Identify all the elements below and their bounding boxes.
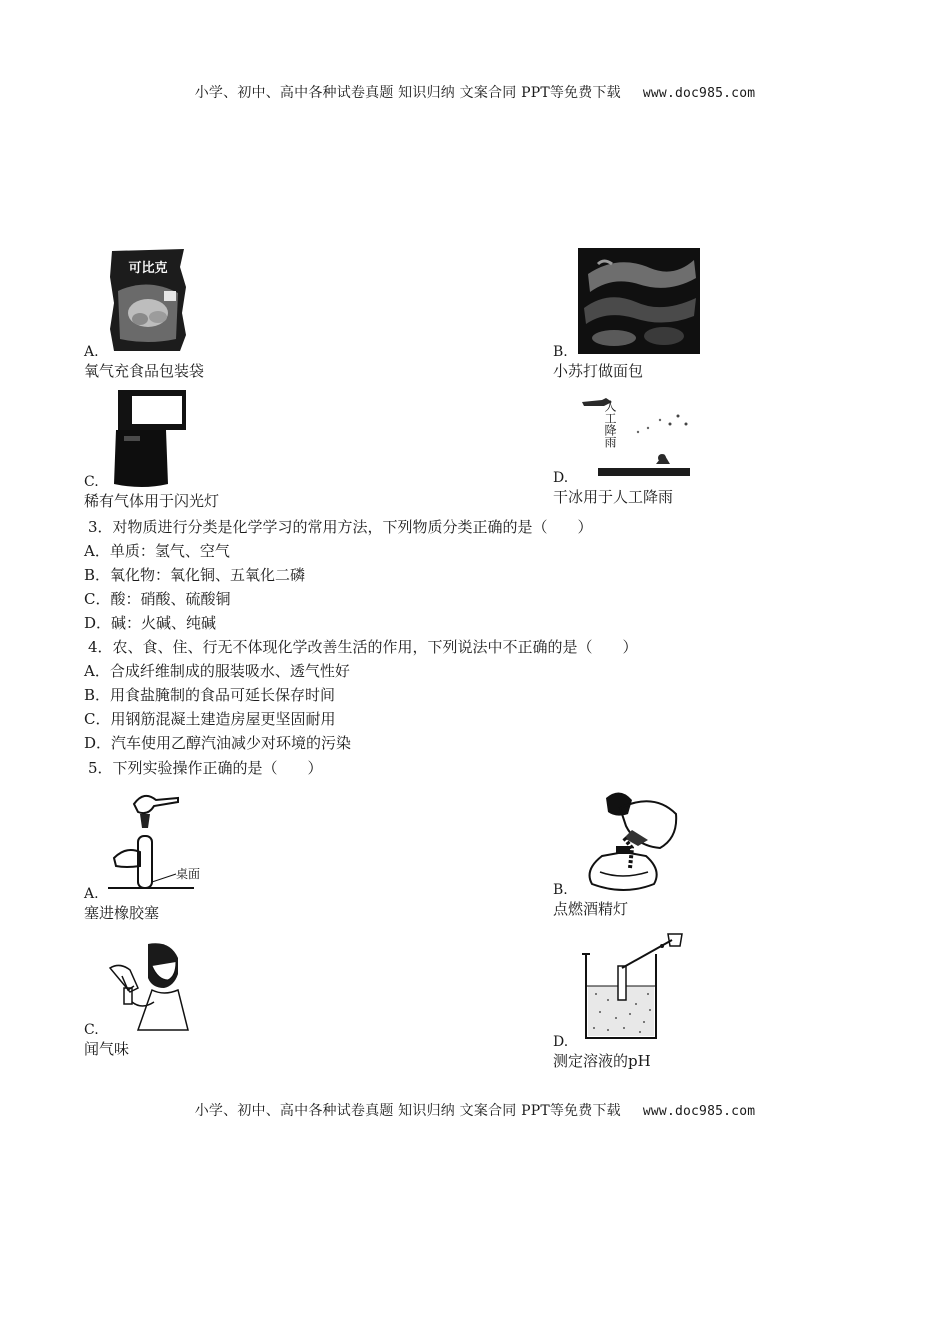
- insert-stopper-image: [108, 786, 208, 894]
- q5-option-b-letter: B.: [553, 882, 568, 898]
- q5-option-b-caption: 点燃酒精灯: [553, 900, 629, 918]
- alcohol-lamp-image: [576, 786, 686, 896]
- q2-option-b-letter: B.: [553, 344, 568, 360]
- q2-option-c-caption: 稀有气体用于闪光灯: [84, 492, 220, 510]
- q3-stem: 3．对物质进行分类是化学学习的常用方法，下列物质分类正确的是（ ）: [88, 518, 593, 536]
- page-footer: [0, 1100, 950, 1120]
- q2-option-d-letter: D.: [553, 470, 569, 486]
- footer-url[interactable]: www.doc985.com: [642, 1104, 756, 1119]
- q5-option-d-letter: D.: [553, 1034, 569, 1050]
- q5-stem: 5．下列实验操作正确的是（ ）: [88, 759, 323, 777]
- snack-bag-image: [108, 247, 188, 353]
- q3-option-a: A．单质：氢气、空气: [84, 542, 230, 560]
- q4-option-a: A．合成纤维制成的服装吸水、透气性好: [84, 662, 350, 680]
- bag-brand-text: 可比克: [128, 261, 168, 276]
- bread-image: [578, 248, 700, 354]
- q2-option-b-caption: 小苏打做面包: [553, 362, 644, 380]
- q5-option-a-caption: 塞进橡胶塞: [84, 904, 160, 922]
- q2-option-a-caption: 氧气充食品包装袋: [84, 362, 205, 380]
- flash-unit-image: [110, 388, 188, 488]
- desk-label: 桌面: [176, 867, 201, 881]
- q5-option-c-letter: C.: [84, 1022, 99, 1038]
- q4-option-c: C．用钢筋混凝土建造房屋更坚固耐用: [84, 710, 336, 728]
- q2-option-c-letter: C.: [84, 474, 99, 490]
- q3-option-d: D．碱：火碱、纯碱: [84, 614, 217, 632]
- header-url[interactable]: www.doc985.com: [642, 86, 756, 101]
- smell-gas-image: [108, 940, 200, 1032]
- ph-test-image: [578, 930, 688, 1044]
- q4-option-b: B．用食盐腌制的食品可延长保存时间: [84, 686, 336, 704]
- artificial-rain-image: [578, 394, 694, 480]
- q5-option-a-letter: A.: [84, 886, 99, 902]
- q3-option-c: C．酸：硝酸、硫酸铜: [84, 590, 231, 608]
- footer-text: 小学、初中、高中各种试卷真题 知识归纳 文案合同 PPT等免费下载: [194, 1103, 621, 1119]
- q5-option-d-caption: 测定溶液的pH: [553, 1052, 651, 1070]
- rain-image-label: 人工降雨: [603, 400, 617, 448]
- page-header: [0, 82, 950, 102]
- q4-stem: 4．农、食、住、行无不体现化学改善生活的作用，下列说法中不正确的是（ ）: [88, 638, 638, 656]
- q2-option-a-letter: A.: [84, 344, 99, 360]
- q5-option-c-caption: 闻气味: [84, 1040, 130, 1058]
- q3-option-b: B．氧化物：氧化铜、五氧化二磷: [84, 566, 306, 584]
- q4-option-d: D．汽车使用乙醇汽油减少对环境的污染: [84, 734, 352, 752]
- header-text: 小学、初中、高中各种试卷真题 知识归纳 文案合同 PPT等免费下载: [194, 85, 621, 101]
- q2-option-d-caption: 干冰用于人工降雨: [553, 488, 674, 506]
